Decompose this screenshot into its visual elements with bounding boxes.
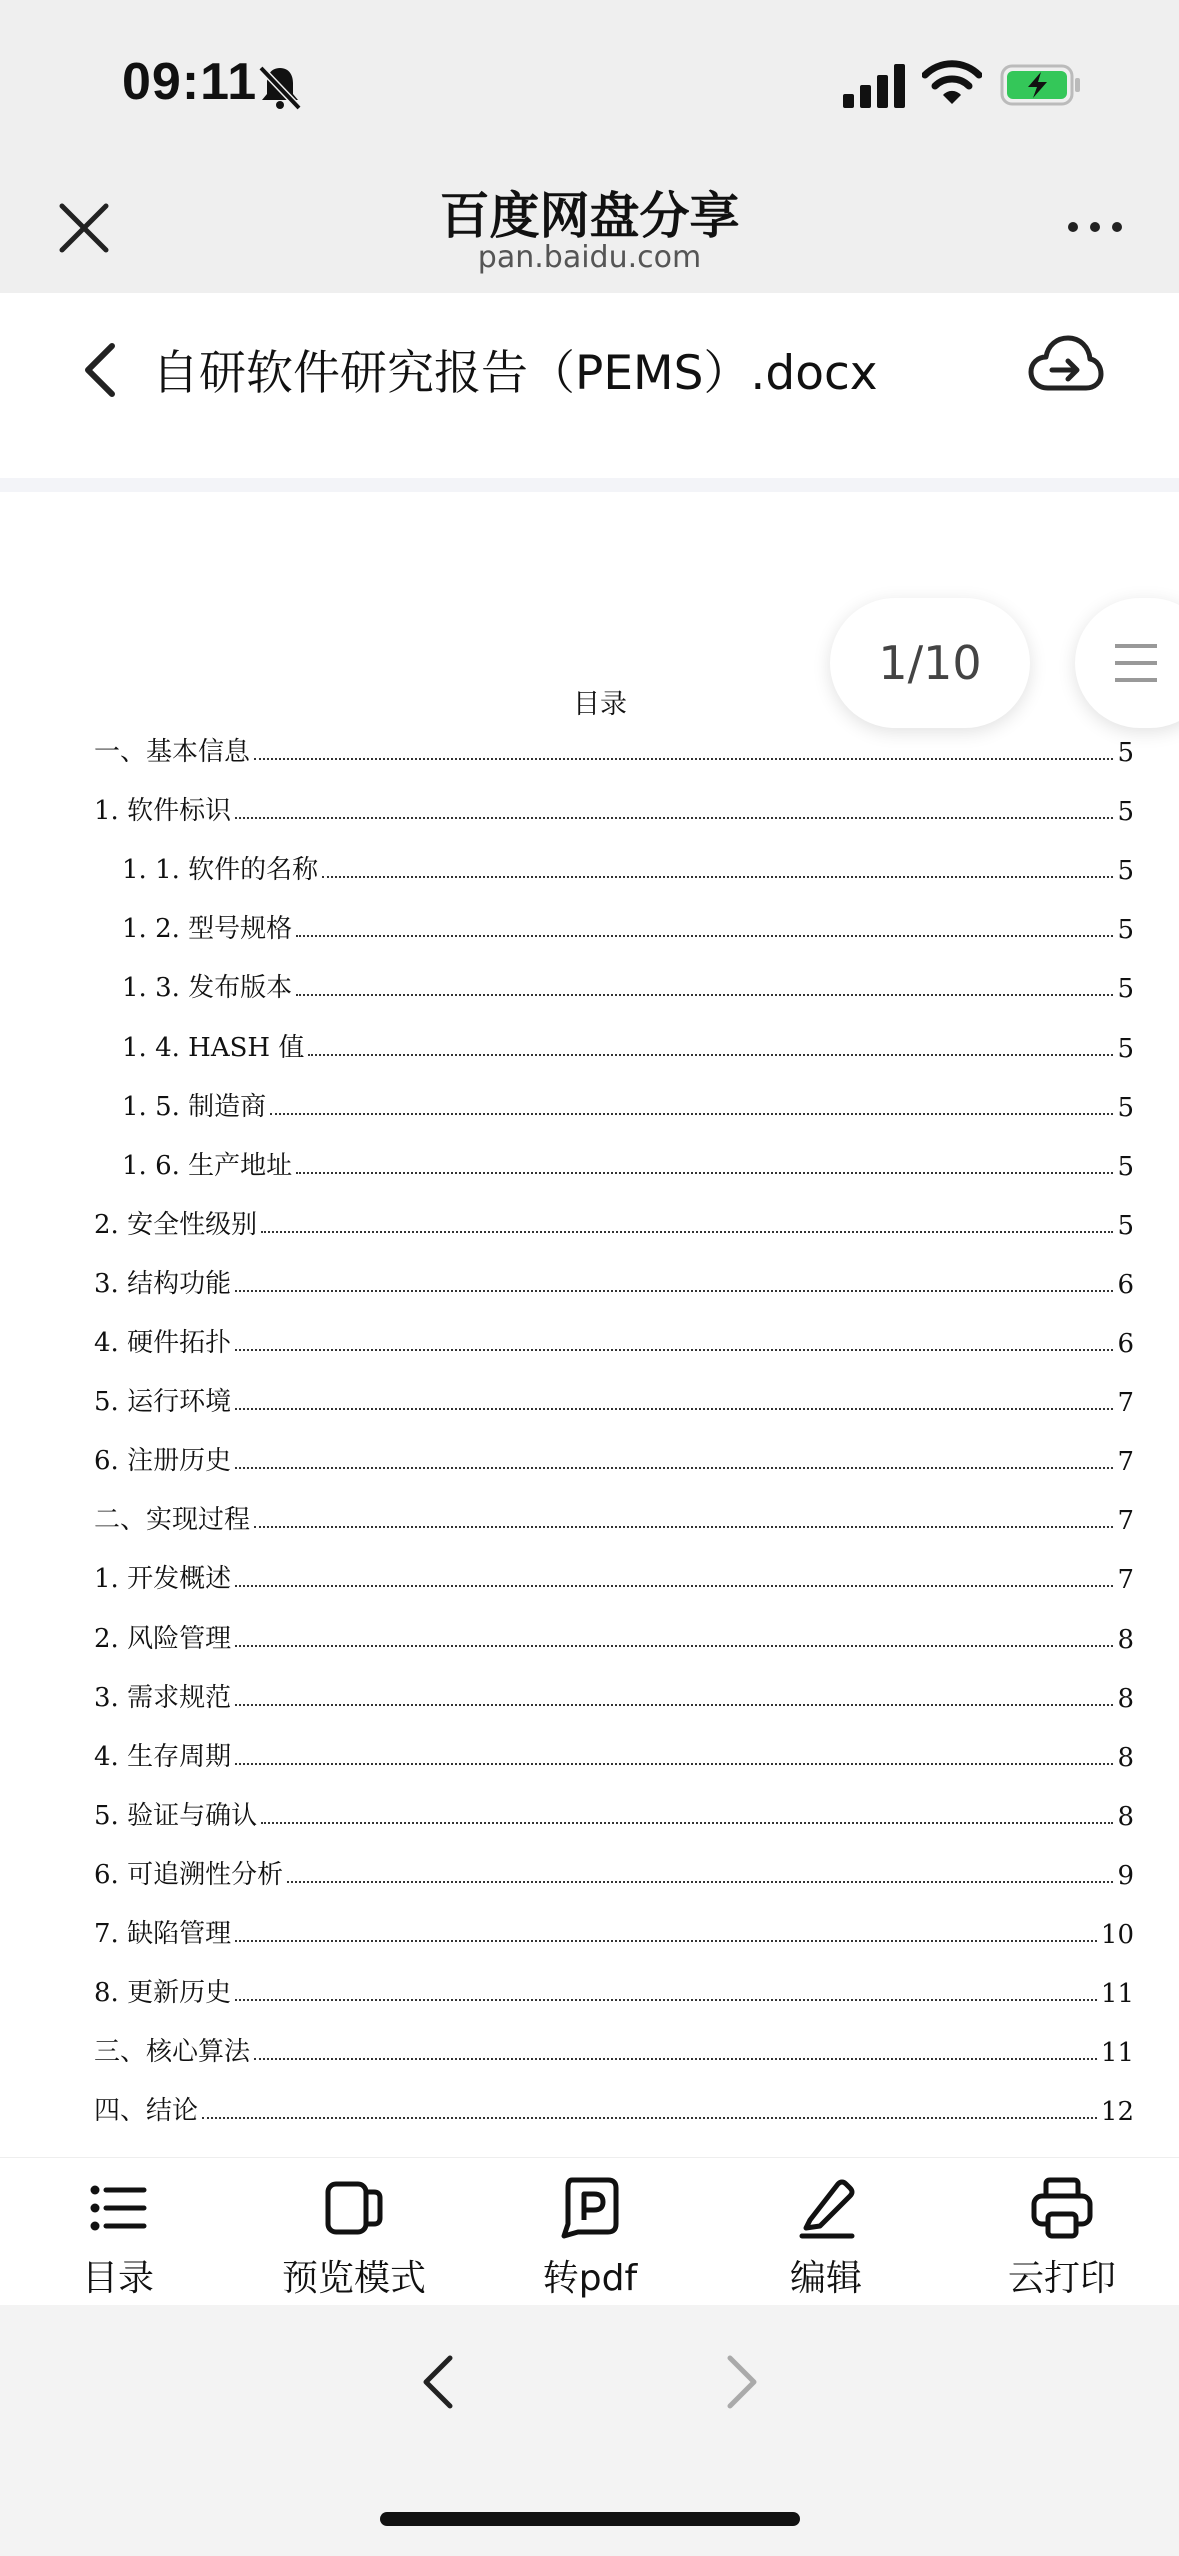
cellular-signal-icon [843, 64, 907, 108]
toc-entry-page: 5 [1117, 1152, 1134, 1182]
toc-entry-page: 11 [1100, 1979, 1134, 2009]
toc-entry-page: 5 [1117, 1211, 1134, 1241]
toc-entry-title: 2. 风险管理 [94, 1624, 232, 1654]
toc-entry-title: 1. 1. 软件的名称 [122, 855, 319, 885]
toc-entry-title: 1. 软件标识 [94, 796, 232, 826]
toc-entry [94, 1910, 1134, 1950]
back-icon[interactable] [78, 340, 122, 400]
toc-leader-dots [254, 1525, 1113, 1528]
toc-leader-dots [308, 1053, 1113, 1056]
toc-leader-dots [270, 1112, 1113, 1115]
list-icon [86, 2176, 150, 2240]
pdf-icon [558, 2176, 622, 2240]
toc-entry [94, 2087, 1134, 2127]
toc-leader-dots [235, 1762, 1113, 1765]
preview-mode-button[interactable] [236, 2158, 472, 2306]
toc-entry-title: 5. 验证与确认 [94, 1801, 258, 1831]
convert-pdf-label: 转pdf [542, 2258, 638, 2299]
save-to-cloud-icon[interactable] [1028, 332, 1104, 398]
toc-entry-page: 5 [1117, 856, 1134, 886]
battery-charging-icon [1000, 64, 1082, 106]
toc-leader-dots [254, 2057, 1097, 2060]
toc-entry [94, 1496, 1134, 1536]
toc-leader-dots [235, 1703, 1113, 1706]
toc-entry-title: 7. 缺陷管理 [94, 1919, 232, 1949]
toc-entry-title: 1. 开发概述 [94, 1564, 232, 1594]
nav-back-icon[interactable] [418, 2352, 458, 2412]
toc-entry-title: 2. 安全性级别 [94, 1210, 258, 1240]
toc-leader-dots [235, 1466, 1113, 1469]
toc-entry-page: 5 [1117, 915, 1134, 945]
toc-entry-page: 9 [1117, 1861, 1134, 1891]
home-indicator[interactable] [380, 2512, 800, 2526]
toc-entry [94, 1674, 1134, 1714]
printer-icon [1030, 2176, 1094, 2240]
toc-entry [122, 964, 1134, 1004]
toc-entry [94, 1555, 1134, 1595]
toc-entry-page: 7 [1117, 1565, 1134, 1595]
edit-button[interactable] [708, 2158, 944, 2306]
toc-entry-title: 1. 3. 发布版本 [122, 973, 293, 1003]
toc-entry-page: 5 [1117, 738, 1134, 768]
toc-leader-dots [235, 1584, 1113, 1587]
toc-entry [122, 1024, 1134, 1064]
toc-leader-dots [235, 1348, 1113, 1351]
toc-leader-dots [296, 1171, 1113, 1174]
toc-entry-title: 3. 结构功能 [94, 1269, 232, 1299]
toc-entry-title: 5. 运行环境 [94, 1387, 232, 1417]
bottom-toolbar [0, 2157, 1179, 2306]
toc-entry-page: 7 [1117, 1447, 1134, 1477]
toc-entry [94, 1969, 1134, 2009]
toc-entry-page: 8 [1117, 1743, 1134, 1773]
toc-entry-title: 1. 4. HASH 值 [122, 1033, 305, 1063]
toc-leader-dots [322, 875, 1113, 878]
toc-entry-page: 5 [1117, 1093, 1134, 1123]
toc-leader-dots [261, 1230, 1113, 1233]
toc-entry [122, 1142, 1134, 1182]
toc-entry-title: 三、核心算法 [94, 2037, 251, 2067]
toc-entry-title: 6. 注册历史 [94, 1446, 232, 1476]
toc-entry-page: 5 [1117, 797, 1134, 827]
toc-entry [94, 1733, 1134, 1773]
toc-leader-dots [235, 1998, 1097, 2001]
toc-entry-title: 一、基本信息 [94, 737, 251, 767]
toc-leader-dots [235, 1407, 1113, 1410]
toc-entry [94, 1201, 1134, 1241]
edit-label: 编辑 [789, 2258, 862, 2299]
toc-entry [94, 1437, 1134, 1477]
toc-entry [122, 905, 1134, 945]
preview-mode-label: 预览模式 [281, 2258, 426, 2299]
wifi-icon [922, 58, 982, 108]
toc-entry [122, 1083, 1134, 1123]
toc-entry [94, 1615, 1134, 1655]
toc-entry-page: 6 [1117, 1329, 1134, 1359]
toc-entry [94, 728, 1134, 768]
toc-entry-page: 5 [1117, 974, 1134, 1004]
toc-entry-page: 7 [1117, 1506, 1134, 1536]
cloud-print-label: 云打印 [1007, 2258, 1116, 2299]
toc-entry-title: 8. 更新历史 [94, 1978, 232, 2008]
file-name: 自研软件研究报告（PEMS）.docx [152, 346, 878, 401]
toc-entry-title: 1. 6. 生产地址 [122, 1151, 293, 1181]
toc-button-label: 目录 [81, 2258, 154, 2299]
toc-entry-page: 7 [1117, 1388, 1134, 1418]
toc-entry-title: 1. 2. 型号规格 [122, 914, 293, 944]
toc-entry-title: 四、结论 [94, 2096, 199, 2126]
toc-leader-dots [296, 993, 1113, 996]
toc-leader-dots [287, 1880, 1113, 1883]
toc-leader-dots [261, 1821, 1113, 1824]
toc-entry-title: 6. 可追溯性分析 [94, 1860, 284, 1890]
status-time: 09:11 [122, 53, 258, 111]
toc-entry-page: 12 [1100, 2097, 1134, 2127]
toc-entry [94, 1319, 1134, 1359]
bell-muted-icon [255, 62, 305, 112]
toc-leader-dots [254, 757, 1113, 760]
toc-entry [94, 2028, 1134, 2068]
toc-leader-dots [296, 934, 1113, 937]
toc-entry-page: 5 [1117, 1034, 1134, 1064]
preview-mode-icon [322, 2176, 386, 2240]
toc-leader-dots [235, 816, 1113, 819]
nav-forward-icon [722, 2352, 762, 2412]
toc-entry-title: 4. 硬件拓扑 [94, 1328, 232, 1358]
cloud-print-button[interactable] [944, 2158, 1179, 2306]
toc-entry-page: 8 [1117, 1625, 1134, 1655]
toc-entry-title: 1. 5. 制造商 [122, 1092, 267, 1122]
toc-leader-dots [202, 2116, 1097, 2119]
toc-entry-title: 4. 生存周期 [94, 1742, 232, 1772]
menu-lines-icon [1113, 642, 1159, 684]
toc-heading: 目录 [573, 689, 627, 720]
more-options-icon[interactable] [1065, 212, 1125, 242]
toc-entry [122, 846, 1134, 886]
toc-entry-page: 8 [1117, 1802, 1134, 1832]
toc-entry-title: 3. 需求规范 [94, 1683, 232, 1713]
toc-entry-page: 8 [1117, 1684, 1134, 1714]
toc-entry [94, 1260, 1134, 1300]
divider [0, 478, 1179, 492]
pencil-icon [794, 2176, 858, 2240]
toc-entry-page: 11 [1100, 2038, 1134, 2068]
page-counter: 1/10 [830, 598, 1030, 728]
toc-entry [94, 1851, 1134, 1891]
toc-entry-page: 6 [1117, 1270, 1134, 1300]
toc-entry-title: 二、实现过程 [94, 1505, 251, 1535]
page-title: 百度网盘分享 [439, 187, 740, 245]
toc-leader-dots [235, 1644, 1113, 1647]
toc-button[interactable] [0, 2158, 236, 2306]
toc-entry-page: 10 [1100, 1920, 1134, 1950]
toc-entry [94, 787, 1134, 827]
toc-leader-dots [235, 1939, 1097, 1942]
toc-leader-dots [235, 1289, 1113, 1292]
convert-pdf-button[interactable] [472, 2158, 708, 2306]
toc-entry [94, 1378, 1134, 1418]
page-domain: pan.baidu.com [477, 240, 702, 275]
toc-entry [94, 1792, 1134, 1832]
